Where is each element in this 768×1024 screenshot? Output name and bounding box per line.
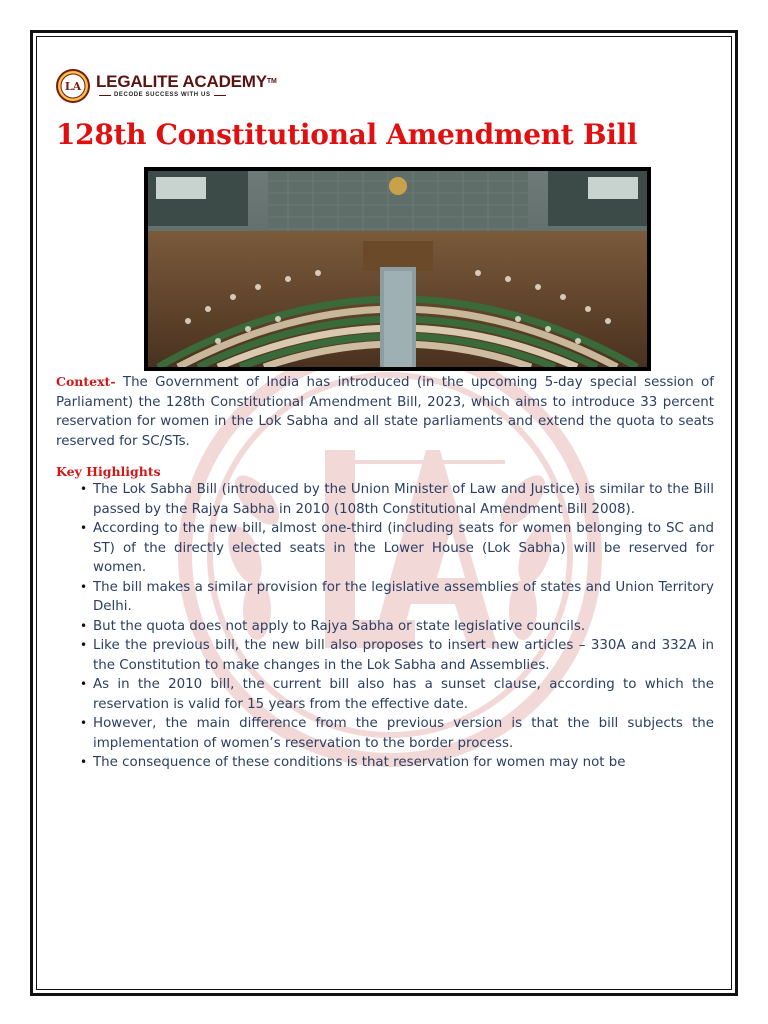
context-paragraph <box>56 372 714 451</box>
list-item: • As in the 2010 bill, the current bill also has a sunset clause, according to which the reservation is valid for 15 years from the effective date. <box>78 675 714 714</box>
page-title: 128th Constitutional Amendment Bill <box>56 118 638 151</box>
parliament-photo <box>144 167 651 371</box>
context-text: The Government of India has introduced (in the upcoming 5-day special session of Parliament) the 128th Constitutional Amendment Bill, 2023, which aims to introduce 33 percent reservation for women in the Lok Sabha and all state parliaments and extend the quota to seats reserved for SC/STs. <box>56 375 714 449</box>
highlights-list <box>78 480 714 773</box>
svg-text:LA: LA <box>64 80 82 93</box>
list-item: • The bill makes a similar provision for the legislative assemblies of states and Union Territory Delhi. <box>78 578 714 617</box>
list-item: • The consequence of these conditions is that reservation for women may not be <box>78 753 714 773</box>
brand-logo <box>56 68 277 104</box>
list-item: • The Lok Sabha Bill (introduced by the Union Minister of Law and Justice) is similar to the Bill passed by the Rajya Sabha in 2010 (108th Constitutional Amendment Bill 2008). <box>78 480 714 519</box>
list-item: • According to the new bill, almost one-third (including seats for women belonging to SC and ST) of the directly elected seats in the Lower House (Lok Sabha) will be reserved for women. <box>78 519 714 578</box>
parliament-chamber-icon <box>148 171 647 367</box>
key-highlights-heading: Key Highlights <box>56 464 161 479</box>
context-label: Context- <box>56 374 116 389</box>
list-item: • Like the previous bill, the new bill also proposes to insert new articles – 330A and 332A in the Constitution to make changes in the Lok Sabha and Assemblies. <box>78 636 714 675</box>
academy-emblem-icon <box>56 69 90 103</box>
logo-name: LEGALITE ACADEMY™ <box>96 72 277 91</box>
list-item: • However, the main difference from the previous version is that the bill subjects the implementation of women’s reservation to the border process. <box>78 714 714 753</box>
list-item: • But the quota does not apply to Rajya Sabha or state legislative councils. <box>78 617 714 637</box>
logo-tagline: DECODE SUCCESS WITH US <box>96 91 277 99</box>
